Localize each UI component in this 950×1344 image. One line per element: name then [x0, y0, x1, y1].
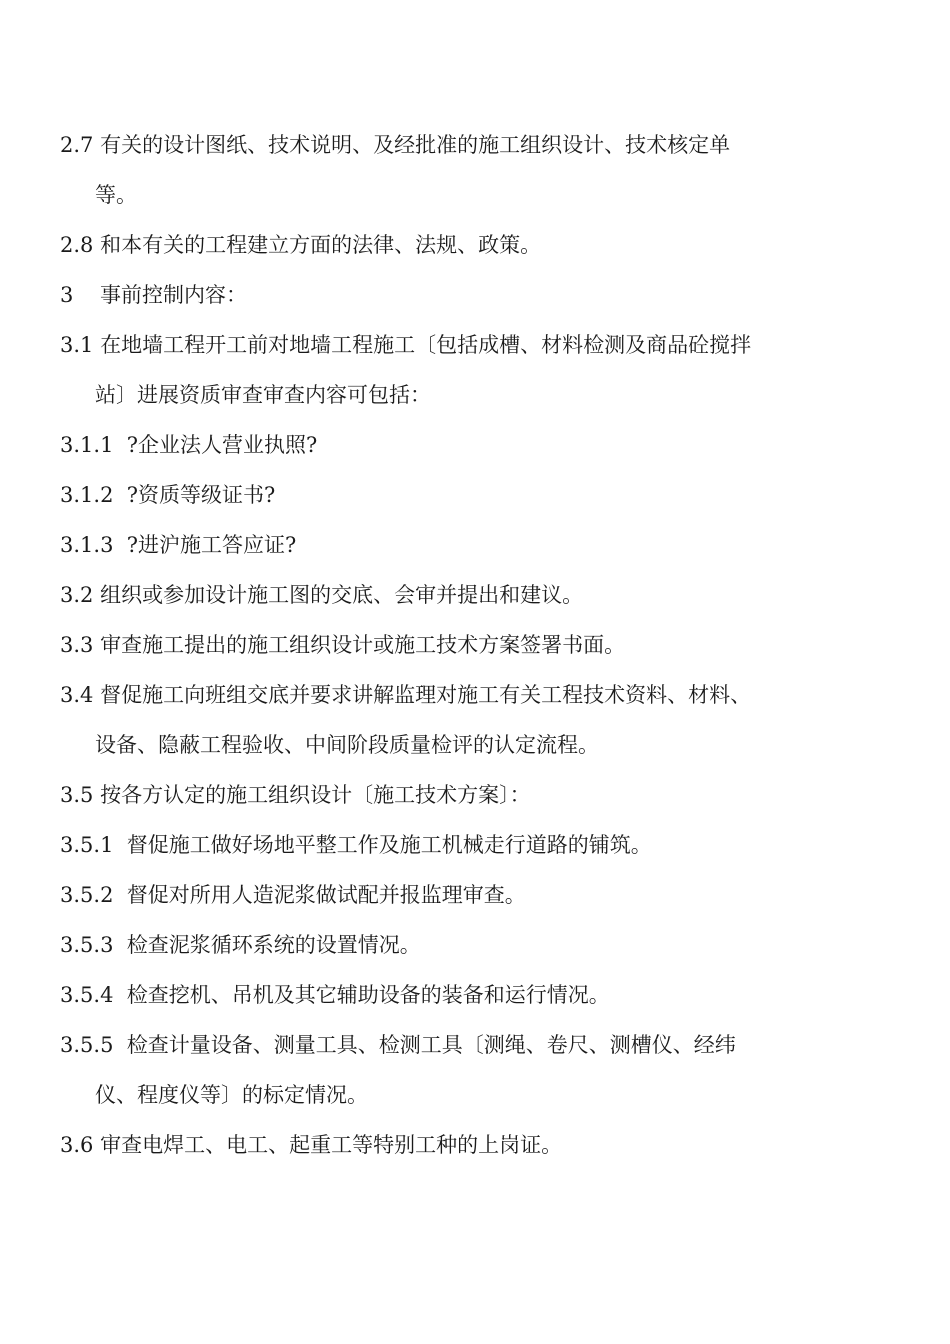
text-line: 3.5 按各方认定的施工组织设计〔施工技术方案〕： [60, 783, 531, 807]
text-line-continuation: 设备、隐蔽工程验收、中间阶段质量检评的认定流程。 [95, 733, 599, 757]
text-line-continuation: 站〕进展资质审查审查内容可包括： [95, 383, 431, 407]
paragraph-3-5 [60, 770, 800, 820]
text-line-continuation: 仪、程度仪等〕的标定情况。 [95, 1083, 368, 1107]
text-line: 3.6 审查电焊工、电工、起重工等特别工种的上岗证。 [60, 1133, 563, 1157]
paragraph-2-8 [60, 220, 800, 270]
text-line: 3.1.3 ?进沪施工答应证? [60, 533, 297, 557]
text-line: 3 事前控制内容： [60, 283, 248, 307]
paragraph-3-2 [60, 570, 800, 620]
text-line: 3.5.4 检查挖机、吊机及其它辅助设备的装备和运行情况。 [60, 983, 610, 1007]
section-heading-3 [60, 270, 800, 320]
text-line: 2.7 有关的设计图纸、技术说明、及经批准的施工组织设计、技术核定单 [60, 133, 731, 157]
text-line: 3.1 在地墙工程开工前对地墙工程施工〔包括成槽、材料检测及商品砼搅拌 [60, 333, 752, 357]
text-line: 3.4 督促施工向班组交底并要求讲解监理对施工有关工程技术资料、材料、 [60, 683, 752, 707]
paragraph-3-5-2 [60, 870, 800, 920]
paragraph-2-7 [60, 120, 800, 220]
text-line: 3.5.1 督促施工做好场地平整工作及施工机械走行道路的铺筑。 [60, 833, 652, 857]
text-line: 3.3 审查施工提出的施工组织设计或施工技术方案签署书面。 [60, 633, 626, 657]
text-line: 3.5.2 督促对所用人造泥浆做试配并报监理审查。 [60, 883, 526, 907]
text-line: 3.5.3 检查泥浆循环系统的设置情况。 [60, 933, 421, 957]
paragraph-3-5-5 [60, 1020, 800, 1120]
paragraph-3-1-3 [60, 520, 800, 570]
text-line: 2.8 和本有关的工程建立方面的法律、法规、政策。 [60, 233, 542, 257]
text-line: 3.2 组织或参加设计施工图的交底、会审并提出和建议。 [60, 583, 584, 607]
paragraph-3-1-2 [60, 470, 800, 520]
paragraph-3-5-1 [60, 820, 800, 870]
paragraph-3-5-4 [60, 970, 800, 1020]
paragraph-3-6 [60, 1120, 800, 1170]
paragraph-3-5-3 [60, 920, 800, 970]
text-line: 3.1.2 ?资质等级证书? [60, 483, 276, 507]
text-line: 3.1.1 ?企业法人营业执照? [60, 433, 318, 457]
text-line-continuation: 等。 [95, 183, 137, 207]
paragraph-3-3 [60, 620, 800, 670]
paragraph-3-1-1 [60, 420, 800, 470]
text-line: 3.5.5 检查计量设备、测量工具、检测工具〔测绳、卷尺、测槽仪、经纬 [60, 1033, 736, 1057]
paragraph-3-1 [60, 320, 800, 420]
paragraph-3-4 [60, 670, 800, 770]
